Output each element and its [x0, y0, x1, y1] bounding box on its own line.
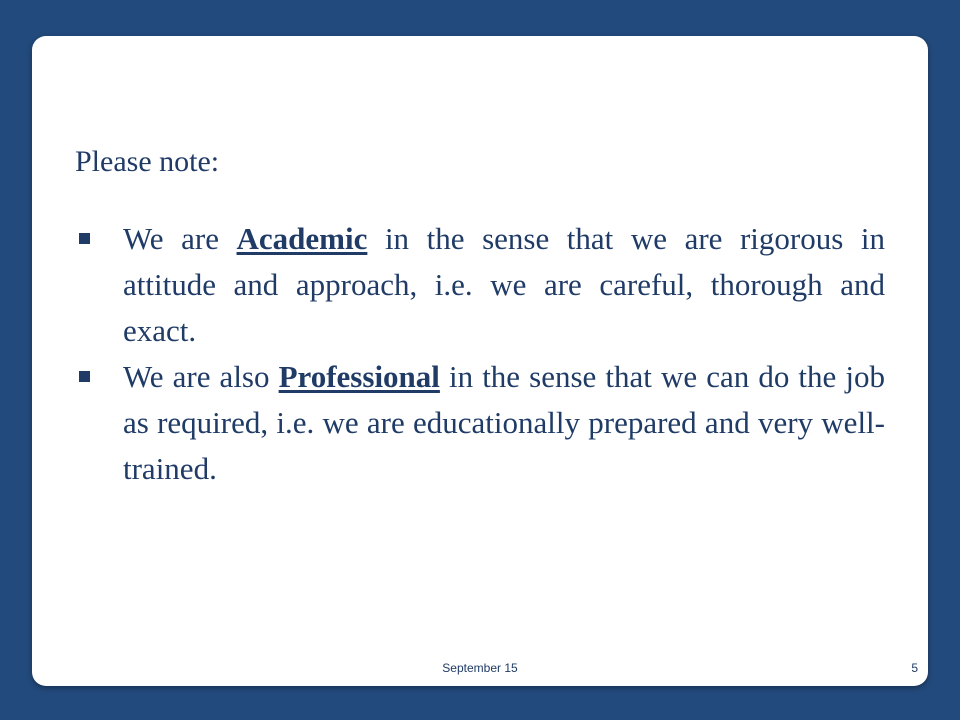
- bullet-list: [75, 216, 885, 492]
- bullet-text-pre: We are also: [123, 359, 279, 394]
- bullet-item-academic: [75, 216, 885, 354]
- slide-heading: Please note:: [75, 145, 220, 178]
- footer-date: September 15: [442, 661, 518, 675]
- bullet-text-post: in the sense that we are rigorous in attitude and approach, i.e. we are careful, thorough and exact.: [123, 221, 885, 348]
- square-bullet-icon: [79, 371, 90, 382]
- bullet-text-post: in the sense that we can do the job as required, i.e. we are educationally prepared and very well-trained.: [123, 359, 885, 486]
- slide-panel: [32, 36, 928, 686]
- emphasis-professional: Professional: [278, 359, 440, 394]
- emphasis-academic: Academic: [236, 221, 368, 256]
- bullet-item-professional: [75, 354, 885, 492]
- page-number: 5: [911, 661, 918, 675]
- slide-content: [75, 142, 885, 492]
- bullet-text-pre: We are: [123, 221, 237, 256]
- square-bullet-icon: [79, 233, 90, 244]
